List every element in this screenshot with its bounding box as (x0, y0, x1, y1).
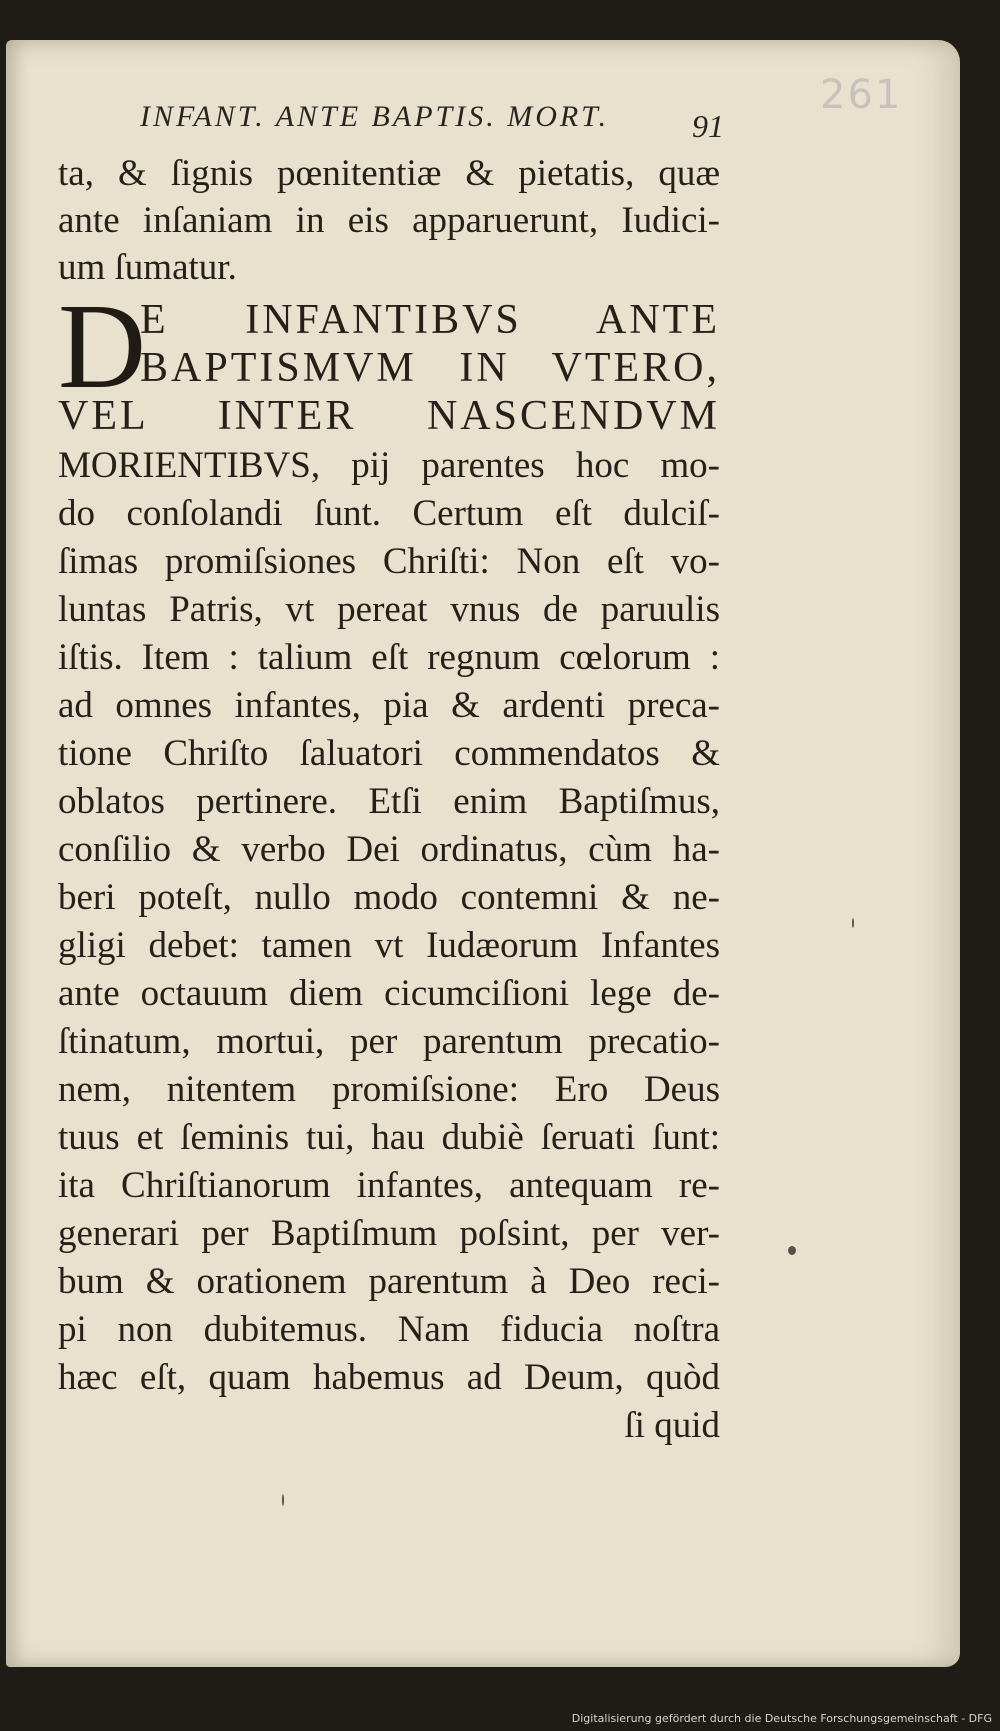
text-line: ad omnes infantes, pia & ardenti preca- (58, 685, 720, 726)
digitization-footer: Digitalisierung gefördert durch die Deutsche Forschungsgemeinschaft - DFG (571, 1712, 992, 1725)
text-line: oblatos pertinere. Etſi enim Baptiſmus, (58, 781, 720, 822)
text-line: ante octauum diem cicumciſioni lege de- (58, 973, 720, 1014)
text-line: ta, & ſignis pœnitentiæ & pietatis, quæ (58, 153, 720, 194)
page-stain (852, 918, 854, 928)
text-line: ſtinatum, mortui, per parentum precatio- (58, 1021, 720, 1062)
text-line: beri poteſt, nullo modo contemni & ne- (58, 877, 720, 918)
text-line: pi non dubitemus. Nam fiducia noſtra (58, 1309, 720, 1350)
heading-line: VEL INTER NASCENDVM (58, 393, 720, 439)
text-line: hæc eſt, quam habemus ad Deum, quòd (58, 1357, 720, 1398)
text-line: iſtis. Item : talium eſt regnum cœlorum : (58, 637, 720, 678)
text-line: ita Chriſtianorum infantes, antequam re- (58, 1165, 720, 1206)
text-line: tuus et ſeminis tui, hau dubiè ſeruati ſunt: (58, 1117, 720, 1158)
page-stain (282, 1494, 284, 1506)
text-line: gligi debet: tamen vt Iudæorum Infantes (58, 925, 720, 966)
text-line: conſilio & verbo Dei ordinatus, cùm ha- (58, 829, 720, 870)
pencil-folio-note: 261 (820, 72, 903, 118)
heading-line: E INFANTIBVS ANTE (140, 297, 720, 343)
catchword: ſi quid (624, 1405, 720, 1446)
text-line: bum & orationem parentum à Deo reci- (58, 1261, 720, 1302)
text-line: luntas Patris, vt pereat vnus de paruulis (58, 589, 720, 630)
page-stain (788, 1246, 796, 1255)
text-line: do conſolandi ſunt. Certum eſt dulciſ- (58, 493, 720, 534)
page-number: 91 (692, 108, 724, 144)
heading-line: MORIENTIBVS, pij parentes hoc mo- (58, 445, 720, 486)
drop-cap-initial: D (58, 279, 147, 414)
text-line: nem, nitentem promiſsione: Ero Deus (58, 1069, 720, 1110)
text-line: ſimas promiſsiones Chriſti: Non eſt vo- (58, 541, 720, 582)
text-line: tione Chriſto ſaluatori commendatos & (58, 733, 720, 774)
text-line: ante inſaniam in eis apparuerunt, Iudici- (58, 200, 720, 241)
text-line: generari per Baptiſmum poſsint, per ver- (58, 1213, 720, 1254)
text-line: um ſumatur. (58, 247, 237, 288)
heading-line: BAPTISMVM IN VTERO, (140, 345, 720, 391)
running-head: INFANT. ANTE BAPTIS. MORT. (140, 100, 610, 133)
